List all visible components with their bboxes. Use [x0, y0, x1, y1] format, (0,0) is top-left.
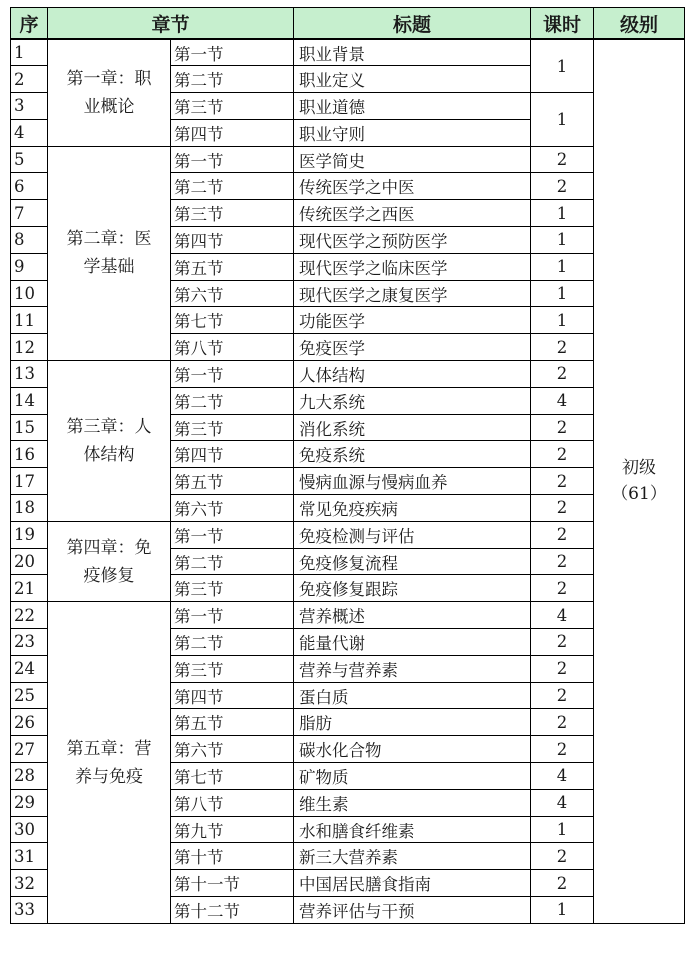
row-hours: 2: [531, 334, 594, 361]
header-title: 标题: [294, 8, 531, 40]
row-seq: 24: [11, 655, 48, 682]
chapter-line-2: 疫修复: [83, 565, 135, 586]
row-section: 第三节: [171, 200, 294, 227]
row-title: 现代医学之预防医学: [294, 227, 531, 254]
row-section: 第六节: [171, 736, 294, 763]
row-hours: 2: [531, 629, 594, 656]
row-title: 营养评估与干预: [294, 897, 531, 924]
row-hours: 1: [531, 200, 594, 227]
row-section: 第二节: [171, 629, 294, 656]
row-seq: 15: [11, 414, 48, 441]
row-seq: 20: [11, 548, 48, 575]
chapter-line-1: 第三章：人: [66, 416, 152, 437]
row-hours: 2: [531, 548, 594, 575]
row-title: 现代医学之临床医学: [294, 253, 531, 280]
row-title: 免疫医学: [294, 334, 531, 361]
chapter-line-2: 业概论: [83, 96, 135, 117]
row-seq: 21: [11, 575, 48, 602]
row-section: 第五节: [171, 709, 294, 736]
row-title: 传统医学之中医: [294, 173, 531, 200]
table-row: [11, 361, 685, 388]
row-seq: 16: [11, 441, 48, 468]
row-hours: 2: [531, 843, 594, 870]
header-row: [11, 8, 685, 40]
row-section: 第四节: [171, 227, 294, 254]
row-title: 中国居民膳食指南: [294, 870, 531, 897]
chapter-cell: [48, 39, 171, 146]
row-title: 营养与营养素: [294, 655, 531, 682]
row-section: 第八节: [171, 789, 294, 816]
row-title: 脂肪: [294, 709, 531, 736]
header-chapter: 章节: [48, 8, 294, 40]
row-seq: 9: [11, 253, 48, 280]
row-hours: 2: [531, 655, 594, 682]
chapter-cell: [48, 146, 171, 360]
row-section: 第一节: [171, 146, 294, 173]
course-table: [10, 7, 685, 924]
row-section: 第十二节: [171, 897, 294, 924]
row-section: 第一节: [171, 521, 294, 548]
chapter-line-2: 养与免疫: [75, 766, 143, 787]
row-hours: 2: [531, 736, 594, 763]
chapter-line-2: 学基础: [83, 257, 135, 278]
row-seq: 29: [11, 789, 48, 816]
row-section: 第十节: [171, 843, 294, 870]
row-seq: 11: [11, 307, 48, 334]
row-seq: 5: [11, 146, 48, 173]
row-title: 消化系统: [294, 414, 531, 441]
row-seq: 1: [11, 39, 48, 66]
row-section: 第七节: [171, 763, 294, 790]
chapter-line-2: 体结构: [83, 444, 135, 465]
row-title: 现代医学之康复医学: [294, 280, 531, 307]
row-title: 免疫系统: [294, 441, 531, 468]
row-section: 第四节: [171, 441, 294, 468]
row-seq: 7: [11, 200, 48, 227]
row-title: 九大系统: [294, 387, 531, 414]
row-section: 第六节: [171, 280, 294, 307]
row-seq: 27: [11, 736, 48, 763]
row-section: 第四节: [171, 119, 294, 146]
row-title: 营养概述: [294, 602, 531, 629]
row-hours: 1: [531, 39, 594, 93]
row-title: 能量代谢: [294, 629, 531, 656]
row-section: 第三节: [171, 93, 294, 120]
row-title: 医学简史: [294, 146, 531, 173]
row-hours: 2: [531, 495, 594, 522]
row-hours: 4: [531, 387, 594, 414]
table-row: [11, 602, 685, 629]
row-hours: 2: [531, 361, 594, 388]
chapter-line-1: 第一章：职: [66, 68, 152, 89]
row-title: 慢病血源与慢病血养: [294, 468, 531, 495]
row-title: 常见免疫疾病: [294, 495, 531, 522]
row-hours: 1: [531, 307, 594, 334]
row-seq: 28: [11, 763, 48, 790]
row-hours: 2: [531, 146, 594, 173]
row-hours: 1: [531, 816, 594, 843]
table-row: [11, 521, 685, 548]
row-section: 第二节: [171, 548, 294, 575]
row-hours: 2: [531, 682, 594, 709]
row-seq: 4: [11, 119, 48, 146]
row-section: 第二节: [171, 387, 294, 414]
row-seq: 3: [11, 93, 48, 120]
row-seq: 31: [11, 843, 48, 870]
level-cell: [594, 39, 685, 923]
row-seq: 12: [11, 334, 48, 361]
row-section: 第五节: [171, 253, 294, 280]
row-hours: 2: [531, 173, 594, 200]
row-seq: 2: [11, 66, 48, 93]
row-title: 新三大营养素: [294, 843, 531, 870]
row-hours: 2: [531, 709, 594, 736]
row-hours: 2: [531, 414, 594, 441]
chapter-line-1: 第五章：营: [66, 738, 152, 759]
row-hours: 1: [531, 897, 594, 924]
row-title: 功能医学: [294, 307, 531, 334]
level-total: （61）: [611, 484, 667, 505]
row-seq: 14: [11, 387, 48, 414]
row-seq: 30: [11, 816, 48, 843]
row-seq: 32: [11, 870, 48, 897]
row-section: 第三节: [171, 414, 294, 441]
row-hours: 1: [531, 227, 594, 254]
chapter-cell: [48, 361, 171, 522]
row-seq: 19: [11, 521, 48, 548]
row-title: 矿物质: [294, 763, 531, 790]
row-title: 维生素: [294, 789, 531, 816]
row-section: 第二节: [171, 66, 294, 93]
row-section: 第十一节: [171, 870, 294, 897]
row-hours: 1: [531, 280, 594, 307]
row-section: 第四节: [171, 682, 294, 709]
row-hours: 2: [531, 441, 594, 468]
row-hours: 2: [531, 468, 594, 495]
chapter-cell: [48, 602, 171, 924]
row-title: 职业定义: [294, 66, 531, 93]
row-title: 免疫检测与评估: [294, 521, 531, 548]
row-title: 水和膳食纤维素: [294, 816, 531, 843]
row-title: 免疫修复流程: [294, 548, 531, 575]
row-seq: 33: [11, 897, 48, 924]
row-section: 第七节: [171, 307, 294, 334]
level-name: 初级: [622, 458, 657, 479]
chapter-line-1: 第二章：医: [66, 229, 152, 250]
row-hours: 1: [531, 253, 594, 280]
row-title: 人体结构: [294, 361, 531, 388]
header-seq: 序: [11, 8, 48, 40]
row-hours: 2: [531, 870, 594, 897]
row-title: 职业背景: [294, 39, 531, 66]
row-seq: 22: [11, 602, 48, 629]
row-seq: 25: [11, 682, 48, 709]
chapter-cell: [48, 521, 171, 601]
row-title: 免疫修复跟踪: [294, 575, 531, 602]
row-hours: 4: [531, 789, 594, 816]
row-section: 第一节: [171, 361, 294, 388]
table-body: [11, 39, 685, 923]
row-seq: 6: [11, 173, 48, 200]
row-section: 第二节: [171, 173, 294, 200]
row-title: 职业道德: [294, 93, 531, 120]
row-title: 传统医学之西医: [294, 200, 531, 227]
header-hours: 课时: [531, 8, 594, 40]
row-section: 第八节: [171, 334, 294, 361]
row-section: 第一节: [171, 39, 294, 66]
row-title: 职业守则: [294, 119, 531, 146]
table-row: [11, 146, 685, 173]
row-seq: 13: [11, 361, 48, 388]
row-seq: 17: [11, 468, 48, 495]
row-section: 第五节: [171, 468, 294, 495]
table-row: [11, 39, 685, 66]
row-section: 第三节: [171, 575, 294, 602]
row-title: 蛋白质: [294, 682, 531, 709]
row-section: 第九节: [171, 816, 294, 843]
row-hours: 4: [531, 602, 594, 629]
row-seq: 23: [11, 629, 48, 656]
row-section: 第一节: [171, 602, 294, 629]
row-hours: 1: [531, 93, 594, 147]
row-hours: 2: [531, 521, 594, 548]
row-seq: 18: [11, 495, 48, 522]
row-hours: 2: [531, 575, 594, 602]
row-seq: 10: [11, 280, 48, 307]
row-hours: 4: [531, 763, 594, 790]
row-seq: 26: [11, 709, 48, 736]
row-title: 碳水化合物: [294, 736, 531, 763]
chapter-line-1: 第四章：免: [66, 537, 152, 558]
row-section: 第六节: [171, 495, 294, 522]
header-level: 级别: [594, 8, 685, 40]
row-section: 第三节: [171, 655, 294, 682]
row-seq: 8: [11, 227, 48, 254]
